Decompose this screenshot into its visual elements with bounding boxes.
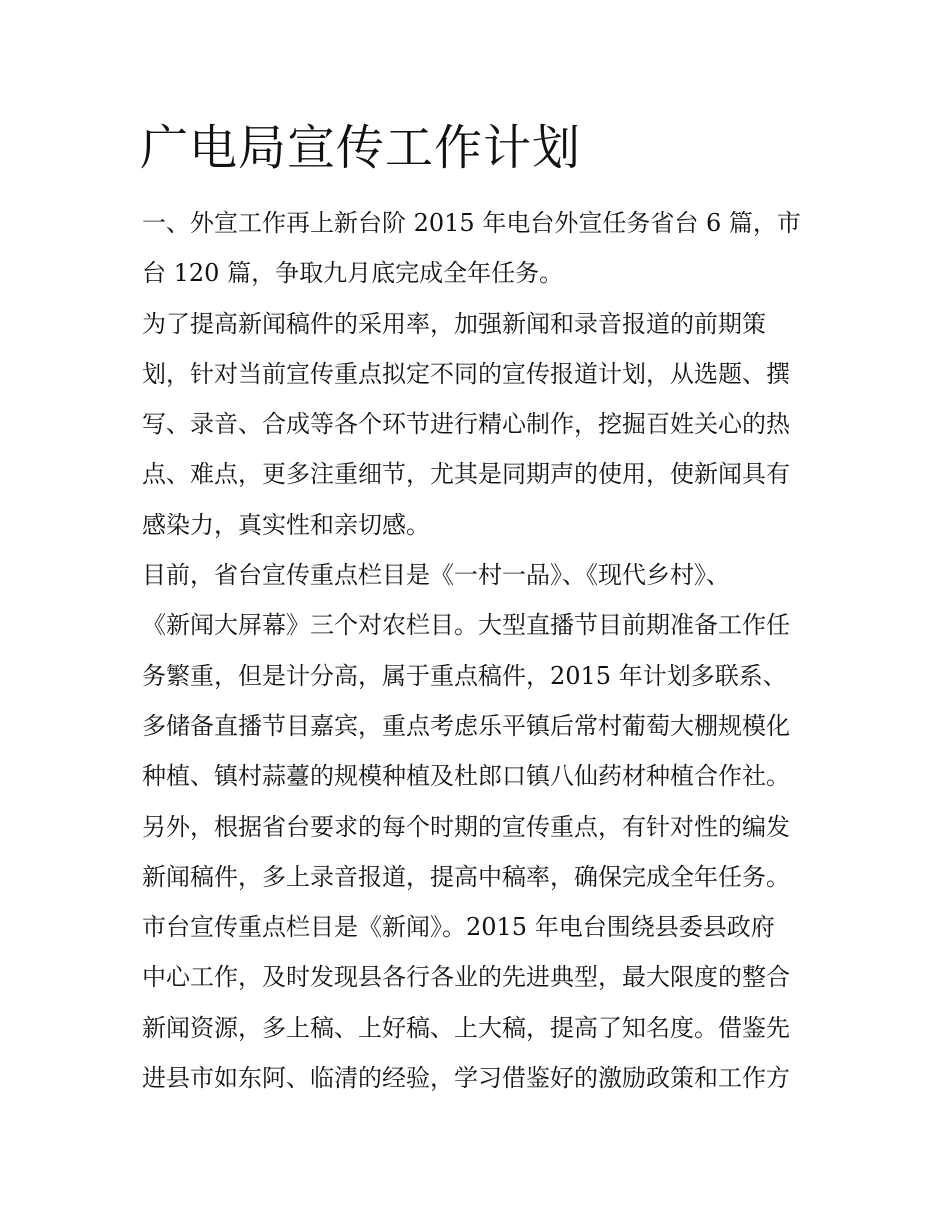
body-line: 目前，省台宣传重点栏目是《一村一品》、《现代乡村》、 — [142, 561, 730, 590]
body-line: 《新闻大屏幕》三个对农栏目。大型直播节目前期准备工作任 — [142, 611, 790, 640]
body-line: 台 120 篇，争取九月底完成全年任务。 — [142, 259, 564, 288]
body-line: 务繁重，但是计分高，属于重点稿件，2015 年计划多联系、 — [142, 661, 787, 690]
body-line: 中心工作，及时发现县各行各业的先进典型，最大限度的整合 — [142, 963, 790, 992]
body-line: 写、录音、合成等各个环节进行精心制作，挖掘百姓关心的热 — [142, 410, 790, 439]
body-line: 新闻资源，多上稿、上好稿、上大稿，提高了知名度。借鉴先 — [142, 1013, 790, 1042]
body-line: 种植、镇村蒜薹的规模种植及杜郎口镇八仙药材种植合作社。 — [142, 762, 790, 791]
body-line: 点、难点，更多注重细节，尤其是同期声的使用，使新闻具有 — [142, 460, 790, 489]
body-line: 划，针对当前宣传重点拟定不同的宣传报道计划，从选题、撰 — [142, 359, 790, 388]
body-line: 市台宣传重点栏目是《新闻》。2015 年电台围绕县委县政府 — [142, 913, 775, 942]
body-line: 为了提高新闻稿件的采用率，加强新闻和录音报道的前期策 — [142, 309, 766, 338]
body-line: 新闻稿件，多上录音报道，提高中稿率，确保完成全年任务。 — [142, 862, 790, 891]
body-line: 多储备直播节目嘉宾，重点考虑乐平镇后常村葡萄大棚规模化 — [142, 711, 790, 740]
body-line: 另外，根据省台要求的每个时期的宣传重点，有针对性的编发 — [142, 812, 790, 841]
document-title: 广电局宣传工作计划 — [140, 120, 582, 176]
body-line: 一、外宣工作再上新台阶 2015 年电台外宣任务省台 6 篇，市 — [142, 209, 801, 237]
body-line: 感染力，真实性和亲切感。 — [142, 510, 430, 539]
body-line: 进县市如东阿、临清的经验，学习借鉴好的激励政策和工作方 — [142, 1064, 790, 1093]
document-body — [142, 198, 832, 1103]
